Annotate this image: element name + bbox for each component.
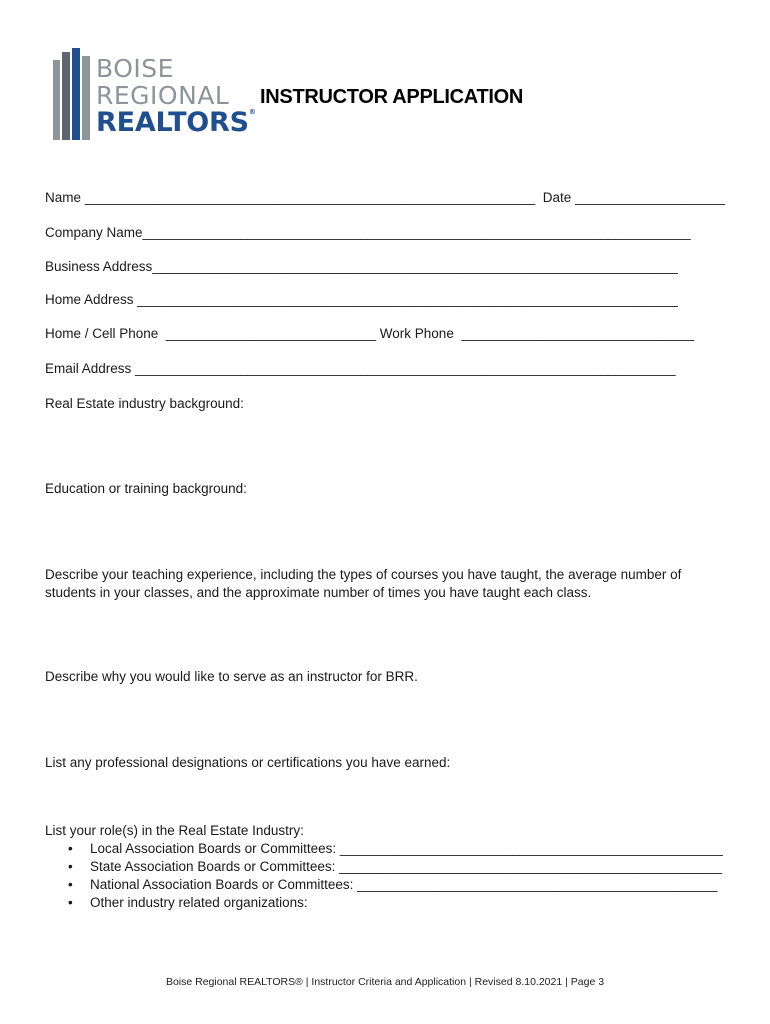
teaching-experience-prompt: Describe your teaching experience, including the types of courses you have taught, the average number of students in your classes, and the approximate number of times you have taught each class. [45,567,682,600]
page-footer: Boise Regional REALTORS® | Instructor Criteria and Application | Revised 8.10.2021 | Page 3 [165,976,605,988]
education-background-prompt: Education or training background: [45,481,247,496]
why-instructor-prompt: Describe why you would like to serve as an instructor for BRR. [45,669,418,684]
logo-line-realtors [96,109,256,136]
building-bars-icon [50,46,96,142]
industry-roles-list [45,840,735,912]
name-date-field[interactable] [45,190,725,205]
logo-line-boise: BOISE [96,54,174,83]
role-local-association[interactable]: • Local Association Boards or Committees: ___________________________________________________ [90,840,735,858]
email-field-text: Email Address ________________________________________________________________________ [45,361,676,376]
phone-fields-text: Home / Cell Phone ____________________________ Work Phone _______________________________ [45,326,695,341]
business-address-text: Business Address______________________________________________________________________ [45,259,678,274]
home-address-field[interactable] [45,292,725,307]
registered-mark: ® [248,108,256,116]
industry-roles-section [45,822,735,912]
industry-roles-heading: List your role(s) in the Real Estate Industry: [45,823,304,838]
logo-line-regional: REGIONAL [96,81,230,110]
role-other-organizations[interactable]: • Other industry related organizations: [90,894,735,912]
designations-prompt: List any professional designations or certifications you have earned: [45,755,451,770]
role-national-association[interactable]: • National Association Boards or Committees: ________________________________________________ [90,876,735,894]
business-address-field[interactable] [45,259,725,274]
logo-realtors-text: REALTORS [96,107,249,138]
real-estate-background-prompt: Real Estate industry background: [45,396,244,411]
role-state-association[interactable]: • State Association Boards or Committees: ___________________________________________________ [90,858,735,876]
organization-logo [50,46,256,142]
name-date-text: Name ____________________________________________________________ Date ____________________ [45,190,725,205]
logo-wordmark [96,56,256,136]
phone-fields[interactable] [45,326,725,341]
company-name-field[interactable] [45,225,725,240]
email-field[interactable] [45,361,725,376]
page-title: INSTRUCTOR APPLICATION [260,86,524,108]
home-address-text: Home Address ________________________________________________________________________ [45,292,678,307]
company-name-text: Company Name_________________________________________________________________________ [45,225,691,240]
